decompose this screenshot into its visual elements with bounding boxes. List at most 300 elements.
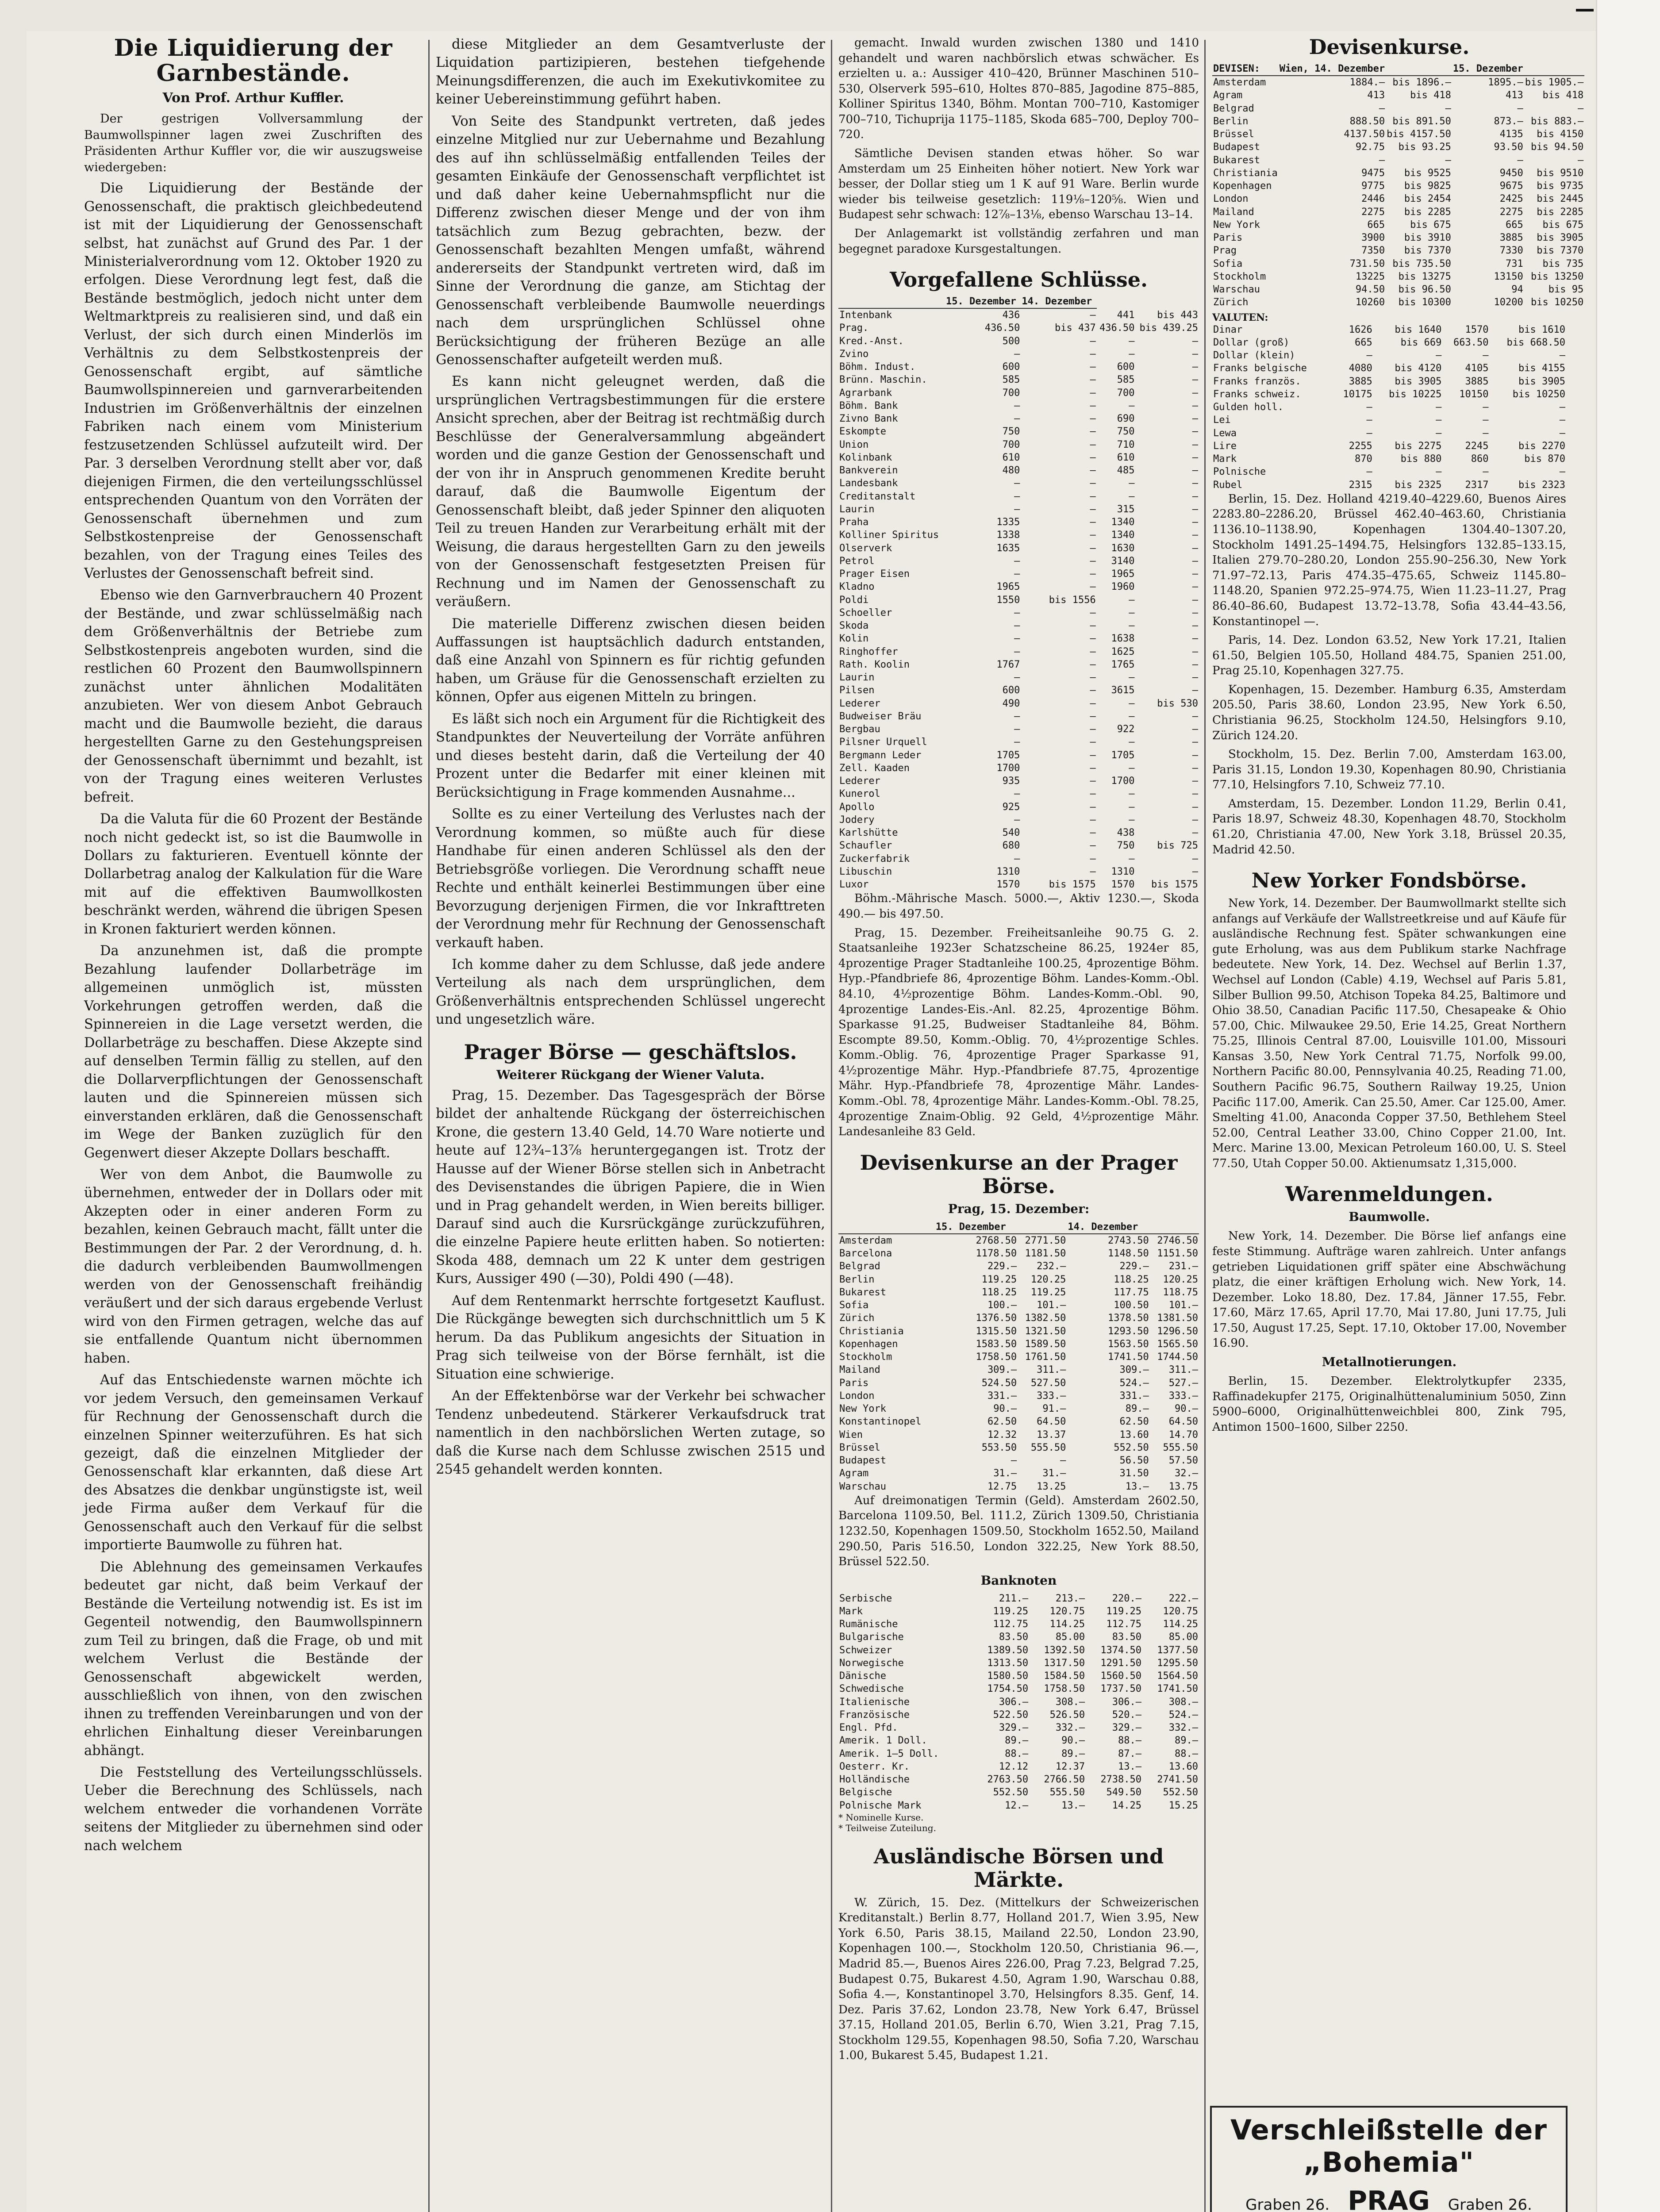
table-cell: 1381.50 — [1157, 1313, 1198, 1324]
table-cell: 935 — [1002, 776, 1020, 787]
table-row-label: Laurin — [839, 503, 875, 515]
table-row — [838, 1670, 1199, 1682]
table-cell: 7350 — [1361, 245, 1385, 257]
table-row-label: Mark — [1213, 453, 1237, 465]
table-row — [838, 1592, 1199, 1605]
table-cell: — — [1090, 530, 1096, 541]
table-cell: — — [1014, 568, 1020, 580]
table-cell: — — [1192, 555, 1198, 567]
table-row — [838, 425, 1199, 438]
table-cell: 665 — [1367, 219, 1385, 230]
table-row-label: Dollar (groß) — [1213, 337, 1290, 348]
table-row — [1212, 206, 1584, 219]
table-cell: bis 443 — [1157, 309, 1198, 321]
table-cell: 333.— — [1168, 1390, 1198, 1402]
article-paragraph: Die materielle Differenz zwischen diesen beiden Auffassungen ist hauptsächlich dadurch entstanden, daß eine Anzahl von Spinnern es für richtig gefunden haben, um Gräuse für die Genossenschaft erzielten zu können, Opfer aus eigenen Mitteln zu bringen. — [436, 616, 825, 705]
article-paragraph: Paris, 14. Dez. London 63.52, New York 17.21, Italien 61.50, Belgien 105.50, Holland 484.75, Spanien 251.00, Prag 25.10, Kopenhagen 327.75. — [1212, 634, 1566, 678]
table-row — [838, 1631, 1199, 1644]
table-cell: — — [1090, 387, 1096, 399]
table-cell: — — [1014, 620, 1020, 632]
table-cell: — — [1192, 439, 1198, 450]
table-row-label: Union — [839, 439, 869, 450]
table-cell: — — [1129, 737, 1135, 748]
table-cell: — — [1483, 402, 1489, 413]
table-row-label: Serbische — [839, 1593, 892, 1604]
table-cell: — — [1366, 427, 1372, 439]
table-cell: — — [1090, 607, 1096, 618]
table-cell: bis 675 — [1542, 219, 1584, 230]
table-row — [838, 710, 1199, 723]
table-cell: 90.— — [1061, 1735, 1085, 1747]
table-row-label: Böhm. Bank — [839, 400, 898, 411]
table-cell: bis 2454 — [1404, 193, 1451, 205]
table-cell: 4137.50 — [1344, 129, 1385, 140]
table-cell: 526.50 — [1049, 1709, 1085, 1720]
table-row — [838, 361, 1199, 373]
table-cell: bis 4157.50 — [1387, 129, 1451, 140]
table-row-label: Lederer — [839, 698, 880, 709]
table-cell: 100.50 — [1114, 1300, 1149, 1311]
table-cell: bis 675 — [1410, 219, 1451, 230]
table-cell: bis 3905 — [1537, 232, 1584, 244]
table-row-label: Rath. Koolin — [839, 659, 910, 670]
table-cell: 114.25 — [1049, 1619, 1085, 1630]
table-cell: — — [1192, 737, 1198, 748]
table-row — [838, 801, 1199, 814]
table-cell: 4080 — [1349, 363, 1372, 374]
table-cell: 1335 — [996, 517, 1020, 528]
table-cell: — — [1445, 103, 1451, 114]
table-cell: 3885 — [1499, 232, 1523, 244]
table-row-label: Engl. Pfd. — [839, 1722, 898, 1734]
table-row — [838, 516, 1199, 529]
article-paragraph: gemacht. Inwald wurden zwischen 1380 und 1410 gehandelt und waren nachbörslich etwas schwächer. Es erzielten u. a.: Aussiger 410–420, Brünner Maschinen 510–530, Olserverk 595–610, Holtes 870–885, Jagodine 875–885, Kolliner Spiritus 1340, Böhm. Montan 700–710, Kastomiger 700–710, Tichuprija 1175–1185, Skoda 685–700, Deploy 700–720. — [838, 36, 1199, 142]
table-cell: — — [1090, 555, 1096, 567]
article-paragraph: Die Ablehnung des gemeinsamen Verkaufes bedeutet gar nicht, daß beim Verkauf der Bestände die Verteilung notwendig ist. Es ist im Gegenteil notwendig, den Baumwollspinnern zum Teil zu bringen, daß die Frage, ob und mit welchem Verlust die Bestände der Genossenschaft abgewickelt werden, ausschließlich von ihnen, von den zwischen ihnen zu treffenden Vereinbarungen und von der ehrlichen Einhaltung dieser Vereinbarungen abhängt. — [84, 1559, 423, 1759]
table-cell: bis 418 — [1410, 90, 1451, 101]
table-cell: — — [1011, 1455, 1017, 1467]
table-cell: 2446 — [1361, 193, 1385, 205]
article-paragraph: Berlin, 15. Dez. Holland 4219.40–4229.60, Buenos Aires 2283.80–2286.20, Brüssel 462.40–463.60, Christiania 1136.10–1138.90, Kopenhagen 1304.40–1307.20, Stockholm 1491.25–1494.75, Helsingfors 132.85–133.15, Italien 279.70–280.20, London 255.90–256.30, New York 71.97–72.13, Paris 474.35–475.65, Schweiz 1145.80–1148.20, Spanien 972.25–974.75, Wien 11.23–11.27, Prag 86.40–86.60, Budapest 13.72–13.78, Sofia 43.44–43.56, Konstantinopel —. — [1212, 492, 1566, 628]
table-cell: — — [1192, 607, 1198, 618]
table-row-label: Kopenhagen — [839, 1338, 898, 1350]
table-cell: bis 1640 — [1395, 324, 1442, 335]
table-header: Wien, 14. Dezember — [1279, 62, 1386, 76]
table-row — [838, 348, 1199, 361]
table-cell: — — [1192, 413, 1198, 425]
table-cell: bis 1905.— — [1525, 77, 1584, 88]
table-row — [838, 1709, 1199, 1721]
table-cell: 232.— — [1037, 1261, 1066, 1272]
table-cell: bis 2445 — [1537, 193, 1584, 205]
table-row — [838, 658, 1199, 671]
table-cell: 1765 — [1111, 659, 1135, 670]
table-row — [838, 464, 1199, 477]
table-row-label: Pilsner Urquell — [839, 737, 927, 748]
table-cell: 552.50 — [993, 1787, 1029, 1798]
table-cell: 89.— — [1005, 1735, 1029, 1747]
table-row — [838, 607, 1199, 619]
table-cell: — — [1192, 478, 1198, 489]
table-row-label: Christiania — [839, 1325, 904, 1337]
table-row — [1212, 270, 1584, 283]
table-cell: — — [1129, 478, 1135, 489]
table-row-label: Rubel — [1213, 479, 1243, 491]
table-cell: 438 — [1117, 827, 1135, 839]
article-paragraph: Prag, 15. Dezember. Das Tagesgespräch der Börse bildet der anhaltende Rückgang der österreichischen Krone, die gestern 13.40 Geld, 14.70 Ware notierte und heute auf 12¾–13⅞ heruntergegangen ist. Trotz der Hausse auf der Wiener Börse stellen sich in Anbetracht des Devisenstandes die übrigen Papiere, die in Wien und in Prag gehandelt werden, in Wien bereits billiger. Darauf sind auch die Kursrückgänge zurückzuführen, die einzelne Papiere heute erlitten haben. So notierten: Skoda 488, demnach um 22 K unter dem gestrigen Kurs, Aussiger 490 (—30), Poldi 490 (—48). — [436, 1087, 825, 1287]
table-cell: 873.— — [1494, 115, 1523, 127]
table-cell: bis 9735 — [1537, 180, 1584, 192]
table-cell: 13225 — [1355, 271, 1385, 282]
table-cell: — — [1014, 348, 1020, 360]
table-cell: bis 10250 — [1512, 388, 1565, 400]
table-cell: — — [1192, 581, 1198, 593]
table-row — [1212, 414, 1566, 426]
table-cell: — — [1090, 439, 1096, 450]
table-row — [1212, 102, 1584, 115]
table-row-label: Mark — [839, 1605, 863, 1617]
table-cell: — — [1192, 361, 1198, 373]
table-row — [838, 1363, 1199, 1376]
table-row — [838, 335, 1199, 348]
table-row-label: Jodery — [839, 814, 875, 826]
table-cell: 332.— — [1168, 1722, 1198, 1734]
article-paragraph: Wer von dem Anbot, die Baumwolle zu übernehmen, entweder der in Dollars oder mit Akzepten oder in einer anderen Form zu bezahlen, keinen Gebrauch macht, fällt unter die Bestimmungen der Par. 2 der Verordnung, d. h. die dadurch verbleibenden Baumwollmengen werden von der Genossenschaft freihändig veräußert und der sich daraus ergebende Verlust wird von den Firmen getragen, welche das auf sie entfallende Quantum nicht übernommen haben. — [84, 1167, 423, 1366]
table-cell: 1382.50 — [1025, 1313, 1066, 1324]
table-cell: — — [1192, 491, 1198, 502]
table-row — [1212, 192, 1584, 205]
table-cell: 118.75 — [1163, 1286, 1198, 1298]
table-row-label: Polnische — [1213, 466, 1266, 478]
table-cell: — — [1192, 530, 1198, 541]
article-paragraph: diese Mitglieder an dem Gesamtverluste der Liquidation partizipieren, bestehen tiefgehende Meinungsdifferenzen, die auch im Exekutivkomitee zu keiner Uebereinstimmung geführt haben. — [436, 37, 825, 108]
table-cell: — — [1014, 491, 1020, 502]
table-cell: 436.50 — [1099, 323, 1135, 334]
table-row-label: Mailand — [839, 1364, 880, 1376]
table-cell: 114.25 — [1163, 1619, 1198, 1630]
table-cell: — — [1366, 466, 1372, 478]
table-row — [1212, 154, 1584, 167]
table-cell: 12.— — [1005, 1800, 1029, 1811]
table-header: 14. Dezember — [1067, 1221, 1149, 1234]
table-cell: 925 — [1002, 801, 1020, 813]
table-cell: — — [1192, 426, 1198, 438]
table-row — [838, 1760, 1199, 1773]
table-row — [1212, 76, 1584, 89]
table-cell: — — [1090, 568, 1096, 580]
article-paragraph: Da anzunehmen ist, daß die prompte Bezahlung laufender Dollarbeträge im allgemeinen unmöglich ist, müssten Vorkehrungen getroffen werden, daß die Spinnereien in die Lage versetzt werden, die Dollarbeträge zu beschaffen. Diese Akzepte sind auf denselben Termin fällig zu stellen, auf den die Dollarverpflichtungen der Genossenschaft lauten und die Spinnereien müssen sich einverstanden erklären, daß die Genossenschaft im Wege der Banken zuzüglich für den Gegenwert dieser Akzepte Dollars beschafft. — [84, 943, 423, 1161]
table-cell: — — [1192, 801, 1198, 813]
article-paragraph: Berlin, 15. Dezember. Elektrolytkupfer 2335, Raffinadekupfer 2175, Originalhüttenaluminium 5050, Zinn 5900–6000, Originalhüttenweichblei 800, Zink 795, Antimon 1500–1600, Silber 2250. — [1212, 1375, 1566, 1434]
table-cell: — — [1014, 478, 1020, 489]
table-cell: 90.— — [1175, 1403, 1198, 1415]
table-cell: — — [1090, 724, 1096, 735]
article-paragraph: Auf das Entschiedenste warnen möchte ich vor jedem Versuch, den gemeinsamen Verkauf für Rechnung der Genossenschaft durch die einzelnen Spinner weiterzuführen. Es hat sich gezeigt, daß die einzelnen Mitglieder der Genossenschaft klar erkannten, daß diese Art des Absatzes die denkbar ungünstigste ist, weil jede Firma außer dem Verkauf für die Genossenschaft auch den Verkauf für die selbst importierte Baumwolle zu führen hat. — [84, 1372, 423, 1553]
table-cell: 91.— — [1042, 1403, 1066, 1415]
table-cell: bis 2285 — [1537, 206, 1584, 218]
table-cell: 9775 — [1361, 180, 1385, 192]
table-row — [838, 1799, 1199, 1812]
table-cell: 1550 — [996, 594, 1020, 606]
table-cell: 700 — [1117, 387, 1135, 399]
table-row — [1212, 257, 1584, 270]
table-cell: 1754.50 — [987, 1683, 1029, 1695]
table-row — [1212, 465, 1566, 478]
table-row-label: Konstantinopel — [839, 1416, 922, 1428]
table-row-label: Agram — [839, 1468, 869, 1479]
table-cell: 329.— — [1112, 1722, 1142, 1734]
table-cell: — — [1366, 415, 1372, 426]
table-row-label: Karlshütte — [839, 827, 898, 839]
table-row — [1212, 401, 1566, 414]
table-cell: 600 — [1002, 361, 1020, 373]
table-cell: bis 94.50 — [1531, 142, 1584, 153]
table-note: Auf dreimonatigen Termin (Geld). Amsterdam 2602.50, Barcelona 1109.50, Bel. 111.2, Zürich 1309.50, Christiania 1232.50, Kopenhagen 1509.50, Stockholm 1652.50, Mailand 290.50, Paris 516.50, London 322.25, New York 88.50, Brüssel 522.50. — [838, 1494, 1199, 1569]
table-row-label: Franks schweiz. — [1213, 388, 1301, 400]
table-cell: — — [1559, 415, 1565, 426]
section-title: Vorgefallene Schlüsse. — [889, 268, 1148, 292]
table-cell: 522.50 — [993, 1709, 1029, 1720]
table-cell: — — [1366, 402, 1372, 413]
table-cell: 1293.50 — [1108, 1325, 1149, 1337]
table-header: 15. Dezember — [945, 295, 1021, 308]
table-cell: 1700 — [1111, 776, 1135, 787]
table-cell: 87.— — [1118, 1748, 1142, 1759]
table-row-label: Creditanstalt — [839, 491, 916, 502]
table-cell: — — [1090, 478, 1096, 489]
table-cell: 1377.50 — [1157, 1644, 1198, 1656]
table-cell: 57.50 — [1168, 1455, 1198, 1467]
table-cell: 922 — [1117, 724, 1135, 735]
table-row-label: Dänische — [839, 1671, 886, 1682]
section-title: Devisenkurse. — [1309, 35, 1470, 59]
table-cell: — — [1436, 427, 1442, 439]
table-cell: — — [1090, 581, 1096, 593]
table-cell: bis 880 — [1400, 453, 1442, 465]
table-cell: 555.50 — [1049, 1787, 1085, 1798]
table-cell: 1570 — [1465, 324, 1489, 335]
table-row-label: Kunerol — [839, 788, 880, 800]
table-cell: — — [1129, 762, 1135, 774]
table-header — [1386, 62, 1452, 76]
table-cell: 552.50 — [1163, 1787, 1198, 1798]
table-cell: 540 — [1002, 827, 1020, 839]
table-cell: 13150 — [1494, 271, 1523, 282]
table-cell: — — [1090, 374, 1096, 386]
section-title: New Yorker Fondsbörse. — [1251, 868, 1527, 893]
article-paragraph: Ebenso wie den Garnverbrauchern 40 Prozent der Bestände, und zwar schlüsselmäßig nach dem Größenverhältnis der Betriebe zum Selbstkostenpreis angeboten wurden, sind die restlichen 60 Prozent den Baumwollspinnern zunächst unter ähnlichen Modalitäten anzubieten. Wer von diesem Anbot Gebrauch macht und die Baumwolle bezieht, die daraus hergestellten Garne zu den Gestehungspreisen der Genossenschaft übernimmt und bezahlt, ist von der Tragung eines weiteren Verlustes befreit. — [84, 588, 423, 805]
table-cell: bis 725 — [1157, 840, 1198, 852]
table-cell: 1565.50 — [1157, 1338, 1198, 1350]
table-cell: 92.75 — [1355, 142, 1385, 153]
table-cell: 229.— — [1119, 1261, 1149, 1272]
table-cell: — — [1436, 350, 1442, 361]
table-cell: bis 530 — [1157, 698, 1198, 709]
table-cell: 1965 — [1111, 568, 1135, 580]
article-paragraph: Da die Valuta für die 60 Prozent der Bestände noch nicht gedeckt ist, so ist die Baumwolle in Dollars zu fakturieren. Eventuell könnte der Dollarbetrag analog der Kalkulation für die Ware mit auf die effektiven Baumwollkosten beschränkt werden, während die übrigen Spesen in Kronen fakturiert werden können. — [84, 811, 423, 937]
section-subtitle: Baumwolle. — [1349, 1210, 1430, 1225]
table-cell: 610 — [1002, 452, 1020, 463]
table-cell: — — [1090, 801, 1096, 813]
article-paragraph: Der gestrigen Vollversammlung der Baumwollspinner lagen zwei Zuschriften des Präsidenten Arthur Kuffler vor, die wir auszugsweise wiedergeben: — [84, 112, 423, 174]
column-rule — [1204, 40, 1206, 2212]
table-cell: — — [1129, 491, 1135, 502]
table-row-label: Bukarest — [1213, 154, 1260, 166]
table-row — [838, 775, 1199, 787]
table-cell: — — [1090, 840, 1096, 852]
table-cell: 1291.50 — [1100, 1657, 1142, 1669]
table-cell: 306.— — [1112, 1696, 1142, 1708]
table-row — [838, 1657, 1199, 1670]
table-cell: bis 2275 — [1395, 440, 1442, 452]
table-cell: 14.25 — [1112, 1800, 1142, 1811]
table-cell: — — [1090, 542, 1096, 554]
table-cell: 94.50 — [1355, 284, 1385, 296]
table-cell: — — [1192, 542, 1198, 554]
article-paragraph: Ich komme daher zu dem Schlusse, daß jede andere Verteilung als nach dem ursprünglichen, dem Größenverhältnis entsprechenden Schlüssel ungerecht und ungesetzlich wäre. — [436, 956, 825, 1028]
section-title: Warenmeldungen. — [1285, 1182, 1493, 1206]
table-row — [1212, 219, 1584, 231]
table-cell: 1584.50 — [1044, 1671, 1085, 1682]
table-cell: 600 — [1117, 361, 1135, 373]
table-cell: bis 95 — [1548, 284, 1584, 296]
table-row — [838, 1480, 1199, 1493]
table-cell: 1378.50 — [1108, 1313, 1149, 1324]
table-cell: — — [1192, 646, 1198, 657]
ad-title: Verschleißstelle der „Bohemia" — [1230, 2114, 1547, 2178]
table-cell: — — [1090, 413, 1096, 425]
table-cell: 89.— — [1125, 1403, 1149, 1415]
table-cell: — — [1436, 415, 1442, 426]
table-row-label: Intenbank — [839, 310, 892, 321]
table-cell: bis 10225 — [1389, 388, 1442, 400]
table-row — [838, 1429, 1199, 1441]
table-cell: 524.— — [1168, 1709, 1198, 1720]
table-row-label: Prag — [1213, 245, 1237, 257]
table-cell: bis 2285 — [1404, 206, 1451, 218]
table-row-label: Prag. — [839, 323, 869, 334]
table-cell: — — [1014, 724, 1020, 735]
table-cell: 12.37 — [1055, 1761, 1085, 1772]
table-cell: 1389.50 — [987, 1644, 1029, 1656]
table-cell: 870 — [1355, 453, 1372, 465]
table-row — [838, 594, 1199, 607]
article-paragraph: Auf dem Rentenmarkt herrschte fortgesetzt Kauflust. Die Rückgänge bewegten sich durchschnittlich um 5 K herum. Da das Publikum angesichts der Situation in Prag sich teilweise von der Börse fernhält, ist die Situation eine schwierige. — [436, 1293, 825, 1382]
table-cell: — — [1090, 710, 1096, 722]
table-cell: 308.— — [1168, 1696, 1198, 1708]
table-cell: — — [1090, 646, 1096, 657]
table-cell: bis 13275 — [1398, 271, 1451, 282]
table-row — [1212, 375, 1566, 388]
table-row — [838, 1234, 1199, 1247]
table-header: 14. Dezember — [1021, 295, 1096, 308]
table-row-label: Laurin — [839, 672, 875, 684]
table-row-label: Barcelona — [839, 1248, 892, 1260]
article-paragraph: An der Effektenbörse war der Verkehr bei schwacher Tendenz unbedeutend. Stärkerer Verkaufsdruck trat namentlich in den nachbörslichen Werten zutage, so daß die Kurse nach dem Schlusse zwischen 2515 und 2545 gehandelt werden konnten. — [436, 1388, 825, 1478]
table-cell: 1625 — [1111, 646, 1135, 657]
table-row — [838, 438, 1199, 451]
table-row — [838, 1325, 1199, 1338]
table-cell: 527.— — [1168, 1377, 1198, 1389]
table-row-label: Mailand — [1213, 206, 1254, 218]
table-cell: 311.— — [1168, 1364, 1198, 1376]
table-row — [838, 1286, 1199, 1299]
table-row-label: Christiania — [1213, 167, 1278, 179]
table-cell: 89.— — [1175, 1735, 1198, 1747]
table-row-label: Praha — [839, 517, 869, 528]
table-row-label: Zivno Bank — [839, 413, 898, 425]
table-cell: 13.25 — [1037, 1481, 1066, 1492]
table-cell: 83.50 — [1112, 1632, 1142, 1643]
table-cell: 436 — [1002, 310, 1020, 321]
table-row-label: Budapest — [1213, 142, 1260, 153]
table-cell: 2275 — [1361, 206, 1385, 218]
table-cell: 10175 — [1343, 388, 1372, 400]
table-cell: — — [1366, 350, 1372, 361]
table-cell: 520.— — [1112, 1709, 1142, 1720]
table-cell: — — [1129, 698, 1135, 709]
table-cell: — — [1483, 466, 1489, 478]
table-cell: 610 — [1117, 452, 1135, 463]
table-row — [838, 1415, 1199, 1428]
table-cell: 112.75 — [1106, 1619, 1142, 1630]
table-row — [838, 1734, 1199, 1747]
table-cell: 3140 — [1111, 555, 1135, 567]
table-cell: 2768.50 — [976, 1235, 1017, 1246]
table-row — [838, 1721, 1199, 1734]
table-cell: 2738.50 — [1100, 1774, 1142, 1786]
table-row — [838, 762, 1199, 775]
table-cell: 309.— — [1119, 1364, 1149, 1376]
table-row-label: Lei — [1213, 415, 1231, 426]
table-row — [838, 1377, 1199, 1390]
table-row — [838, 1773, 1199, 1786]
table-row — [838, 373, 1199, 386]
table-cell: 15.25 — [1168, 1800, 1198, 1811]
table-cell: 441 — [1117, 309, 1135, 321]
table-cell: — — [1014, 814, 1020, 826]
table-cell: — — [1090, 698, 1096, 709]
table-row-label: Libuschin — [839, 866, 892, 877]
table-cell: 1635 — [996, 542, 1020, 554]
table-cell: 306.— — [999, 1696, 1029, 1708]
table-row — [838, 1454, 1199, 1467]
table-cell: — — [1014, 400, 1020, 411]
table-cell: 220.— — [1112, 1593, 1142, 1604]
table-cell: 13.75 — [1168, 1481, 1198, 1492]
table-cell: 88.— — [1118, 1735, 1142, 1747]
table-cell: — — [1129, 594, 1135, 606]
registration-mark — [1576, 9, 1594, 12]
table-cell: 1960 — [1111, 581, 1135, 593]
table-row — [838, 736, 1199, 749]
table-cell: 119.25 — [981, 1274, 1017, 1285]
table-row — [838, 684, 1199, 697]
table-row-label: Bukarest — [839, 1286, 886, 1298]
table-row-label: Budapest — [839, 1455, 886, 1467]
article-paragraph: Es läßt sich noch ein Argument für die Richtigkeit des Standpunktes der Neuverteilung der Vorräte anführen und dieses besteht darin, daß die Verteilung der 40 Prozent unter die Bedarfer mit einer kleinen mit Berücksichtigung in Frage kommenden Ausnahme... — [436, 711, 825, 800]
table-cell: 10260 — [1355, 297, 1385, 308]
table-cell: 7330 — [1499, 245, 1523, 257]
table-cell: 9450 — [1499, 167, 1523, 179]
table-cell: — — [1192, 452, 1198, 463]
table-row-label: Wien — [839, 1429, 863, 1440]
table-cell: — — [1192, 348, 1198, 360]
table-cell: 211.— — [999, 1593, 1029, 1604]
table-cell: 1563.50 — [1108, 1338, 1149, 1350]
table-cell: — — [1014, 672, 1020, 684]
table-row-label: Holländische — [839, 1774, 910, 1786]
